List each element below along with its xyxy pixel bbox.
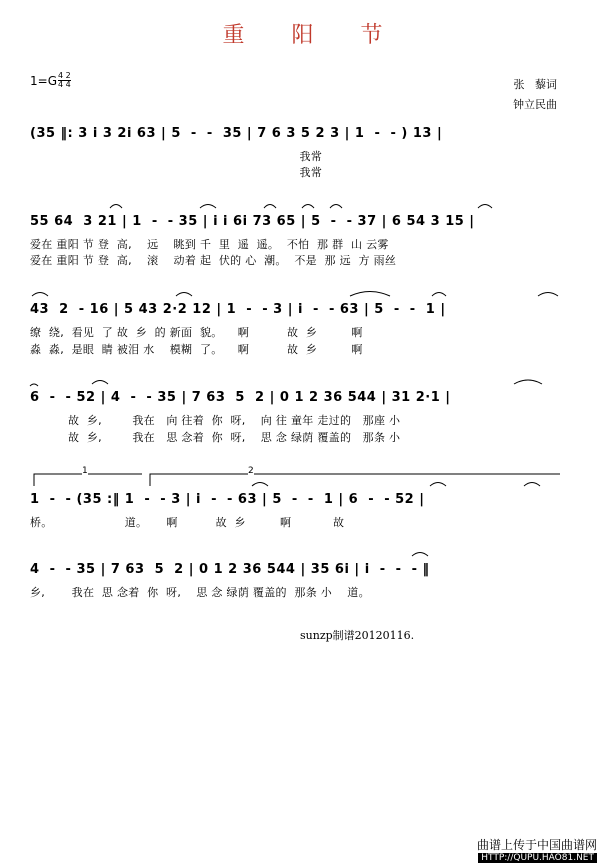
notation-line-1: (35 ‖: 3 i 3 2i 63 | 5 - - 35 | 7 6 3 5 2 3 | 1 - - ) 13 | [30,126,443,141]
key-prefix: 1=G [30,73,57,88]
notation-line-3: 43 2 - 16 | 5 43 2·2 12 | 1 - - 3 | i - - 63 | 5 - - 1 | [30,302,446,317]
lyric-line-4b: 故 乡, 我在 思 念着 你 呀, 思 念 绿荫 覆盖的 那条 小 [30,431,401,444]
time-bottom: 4 4 [58,80,71,89]
notation-line-4: 6 - - 52 | 4 - - 35 | 7 63 5 2 | 0 1 2 36 544 | 31 2·1 | [30,390,451,405]
transcriber-note: sunzp制谱20120116. [300,629,415,642]
notation-line-6: 4 - - 35 | 7 63 5 2 | 0 1 2 36 544 | 35 6i | i - - - ‖ [30,562,430,577]
lyric-line-1b: 我常 [30,166,323,179]
notation-line-2: 55 64 3 21 | 1 - - 35 | i i 6i 73 65 | 5 - - 37 | 6 54 3 15 | [30,214,475,229]
lyric-line-2b: 爱在 重阳 节 登 高, 滚 动着 起 伏的 心 潮。 不是 那 远 方 雨丝 [30,254,397,267]
lyric-line-4a: 故 乡, 我在 向 往着 你 呀, 向 往 童年 走过的 那座 小 [30,414,401,427]
lyric-line-3b: 淼 淼, 是眼 睛 被泪 水 模糊 了。 啊 故 乡 啊 [30,343,363,356]
composer-credit: 钟立民曲 [513,98,557,111]
lyricist-credit: 张 藜词 [513,78,557,91]
lyric-line-5a: 桥。 道。 啊 故 乡 啊 故 [30,516,345,529]
lyric-line-3a: 缭 绕, 看见 了 故 乡 的 新面 貌。 啊 故 乡 啊 [30,326,363,339]
lyric-line-1a: 我常 [30,150,323,163]
lyric-line-6a: 乡, 我在 思 念着 你 呀, 思 念 绿荫 覆盖的 那条 小 道。 [30,586,370,599]
time-top: 4 2 [58,71,71,80]
watermark-text: 曲谱上传于中国曲谱网 [476,838,597,852]
watermark-url: HTTP://QUPU.HAO81.NET [478,853,597,863]
notation-line-5: 1 - - (35 :‖ 1 - - 3 | i - - 63 | 5 - - 1 | 6 - - 52 | [30,492,425,507]
volta-1-label: 1 [82,466,88,476]
lyric-line-2a: 爱在 重阳 节 登 高, 远 眺到 千 里 遥 遥。 不怕 那 群 山 云雾 [30,238,389,251]
song-title: 重 阳 节 [222,23,403,48]
volta-2-label: 2 [248,466,254,476]
